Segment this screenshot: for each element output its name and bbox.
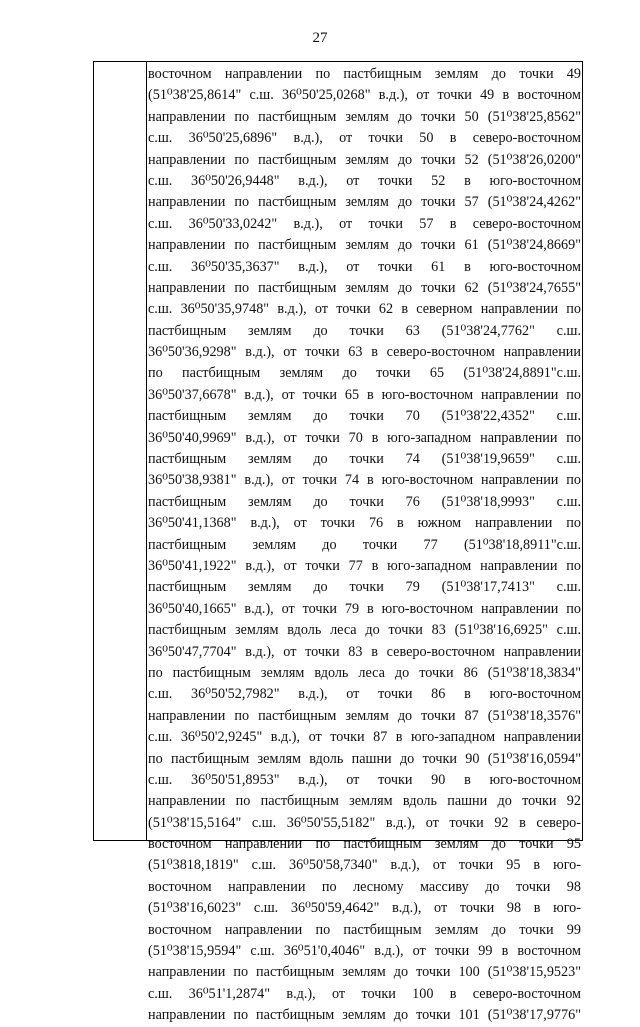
text-line: с.ш. 36⁰51'1,2874" в.д.), от точки 100 в северо-восточном bbox=[148, 985, 581, 1002]
text-line: направлении по пастбищным землям до точки 87 (51⁰38'18,3576" bbox=[148, 707, 581, 724]
text-line: направлении по пастбищным землям до точки 57 (51⁰38'24,4262" bbox=[148, 194, 581, 211]
text-line: по пастбищным землям вдоль леса до точки 86 (51⁰38'18,3834" bbox=[148, 664, 581, 681]
table-top-border bbox=[93, 61, 583, 62]
text-line: 36⁰50'38,9381" в.д.), от точки 74 в юго-восточном направлении по bbox=[148, 472, 581, 489]
text-line: (51⁰3818,1819" с.ш. 36⁰50'58,7340" в.д.), от точки 95 в юго- bbox=[148, 857, 581, 874]
text-line: с.ш. 36⁰50'2,9245" в.д.), от точки 87 в юго-западном направлении bbox=[148, 729, 581, 746]
text-line: направлении по пастбищным землям до точки 50 (51⁰38'25,8562" bbox=[148, 108, 581, 125]
text-line: пастбищным землям до точки 74 (51⁰38'19,9659" с.ш. bbox=[148, 451, 581, 468]
text-line: по пастбищным землям до точки 65 (51⁰38'24,8891"с.ш. bbox=[148, 365, 581, 382]
text-line: пастбищным землям до точки 76 (51⁰38'18,9993" с.ш. bbox=[148, 493, 581, 510]
text-line: направлении по пастбищным землям до точки 101 (51⁰38'17,9776" bbox=[148, 1007, 581, 1024]
text-line: по пастбищным землям вдоль пашни до точки 90 (51⁰38'16,0594" bbox=[148, 750, 581, 767]
text-line: восточном направлении по пастбищным землям до точки 49 bbox=[148, 66, 581, 82]
text-line: 36⁰50'36,9298" в.д.), от точки 63 в северо-восточном направлении bbox=[148, 344, 581, 361]
text-line: 36⁰50'37,6678" в.д.), от точки 65 в юго-восточном направлении по bbox=[148, 386, 581, 403]
text-line: (51⁰38'25,8614" с.ш. 36⁰50'25,0268" в.д.), от точки 49 в восточном bbox=[148, 87, 581, 104]
text-line: пастбищным землям до точки 77 (51⁰38'18,8911"с.ш. bbox=[148, 536, 581, 553]
text-line: 36⁰50'41,1922" в.д.), от точки 77 в юго-западном направлении по bbox=[148, 557, 581, 574]
text-line: с.ш. 36⁰50'51,8953" в.д.), от точки 90 в юго-восточном bbox=[148, 771, 581, 788]
text-line: пастбищным землям до точки 79 (51⁰38'17,7413" с.ш. bbox=[148, 579, 581, 596]
text-line: с.ш. 36⁰50'35,3637" в.д.), от точки 61 в юго-восточном bbox=[148, 258, 581, 275]
text-line: 36⁰50'41,1368" в.д.), от точки 76 в южном направлении по bbox=[148, 515, 581, 532]
text-line: (51⁰38'15,9594" с.ш. 36⁰51'0,4046" в.д.), от точки 99 в восточном bbox=[148, 943, 581, 960]
text-line: восточном направлении по лесному массиву до точки 98 bbox=[148, 878, 581, 895]
text-line: с.ш. 36⁰50'25,6896" в.д.), от точки 50 в северо-восточном bbox=[148, 130, 581, 147]
text-line: пастбищным землям вдоль леса до точки 83 (51⁰38'16,6925" с.ш. bbox=[148, 622, 581, 639]
boundary-description-cell bbox=[148, 64, 581, 1027]
text-line: с.ш. 36⁰50'52,7982" в.д.), от точки 86 в юго-восточном bbox=[148, 686, 581, 703]
text-line: направлении по пастбищным землям до точки 100 (51⁰38'15,9523" bbox=[148, 964, 581, 981]
text-line: восточном направлении по пастбищным землям до точки 99 bbox=[148, 921, 581, 938]
text-line: с.ш. 36⁰50'33,0242" в.д.), от точки 57 в северо-восточном bbox=[148, 215, 581, 232]
page-number: 27 bbox=[312, 30, 328, 46]
text-line: направлении по пастбищным землям вдоль пашни до точки 92 bbox=[148, 793, 581, 810]
text-line: направлении по пастбищным землям до точки 61 (51⁰38'24,8669" bbox=[148, 237, 581, 254]
text-line: направлении по пастбищным землям до точки 52 (51⁰38'26,0200" bbox=[148, 151, 581, 168]
text-line: (51⁰38'15,5164" с.ш. 36⁰50'55,5182" в.д.), от точки 92 в северо- bbox=[148, 814, 581, 831]
text-line: 36⁰50'40,1665" в.д.), от точки 79 в юго-восточном направлении по bbox=[148, 600, 581, 617]
text-line: с.ш. 36⁰50'26,9448" в.д.), от точки 52 в юго-восточном bbox=[148, 172, 581, 189]
text-line: с.ш. 36⁰50'35,9748" в.д.), от точки 62 в северном направлении по bbox=[148, 301, 581, 318]
text-line: пастбищным землям до точки 63 (51⁰38'24,7762" с.ш. bbox=[148, 322, 581, 339]
text-line: (51⁰38'16,6023" с.ш. 36⁰50'59,4642" в.д.), от точки 98 в юго- bbox=[148, 900, 581, 917]
text-line: направлении по пастбищным землям до точки 62 (51⁰38'24,7655" bbox=[148, 279, 581, 296]
text-line: 36⁰50'40,9969" в.д.), от точки 70 в юго-западном направлении по bbox=[148, 429, 581, 446]
text-line: пастбищным землям до точки 70 (51⁰38'22,4352" с.ш. bbox=[148, 408, 581, 425]
table-column-divider bbox=[146, 61, 147, 841]
text-line: 36⁰50'47,7704" в.д.), от точки 83 в северо-восточном направлении bbox=[148, 643, 581, 660]
text-line: восточном направлении по пастбищным землям до точки 95 bbox=[148, 836, 581, 853]
